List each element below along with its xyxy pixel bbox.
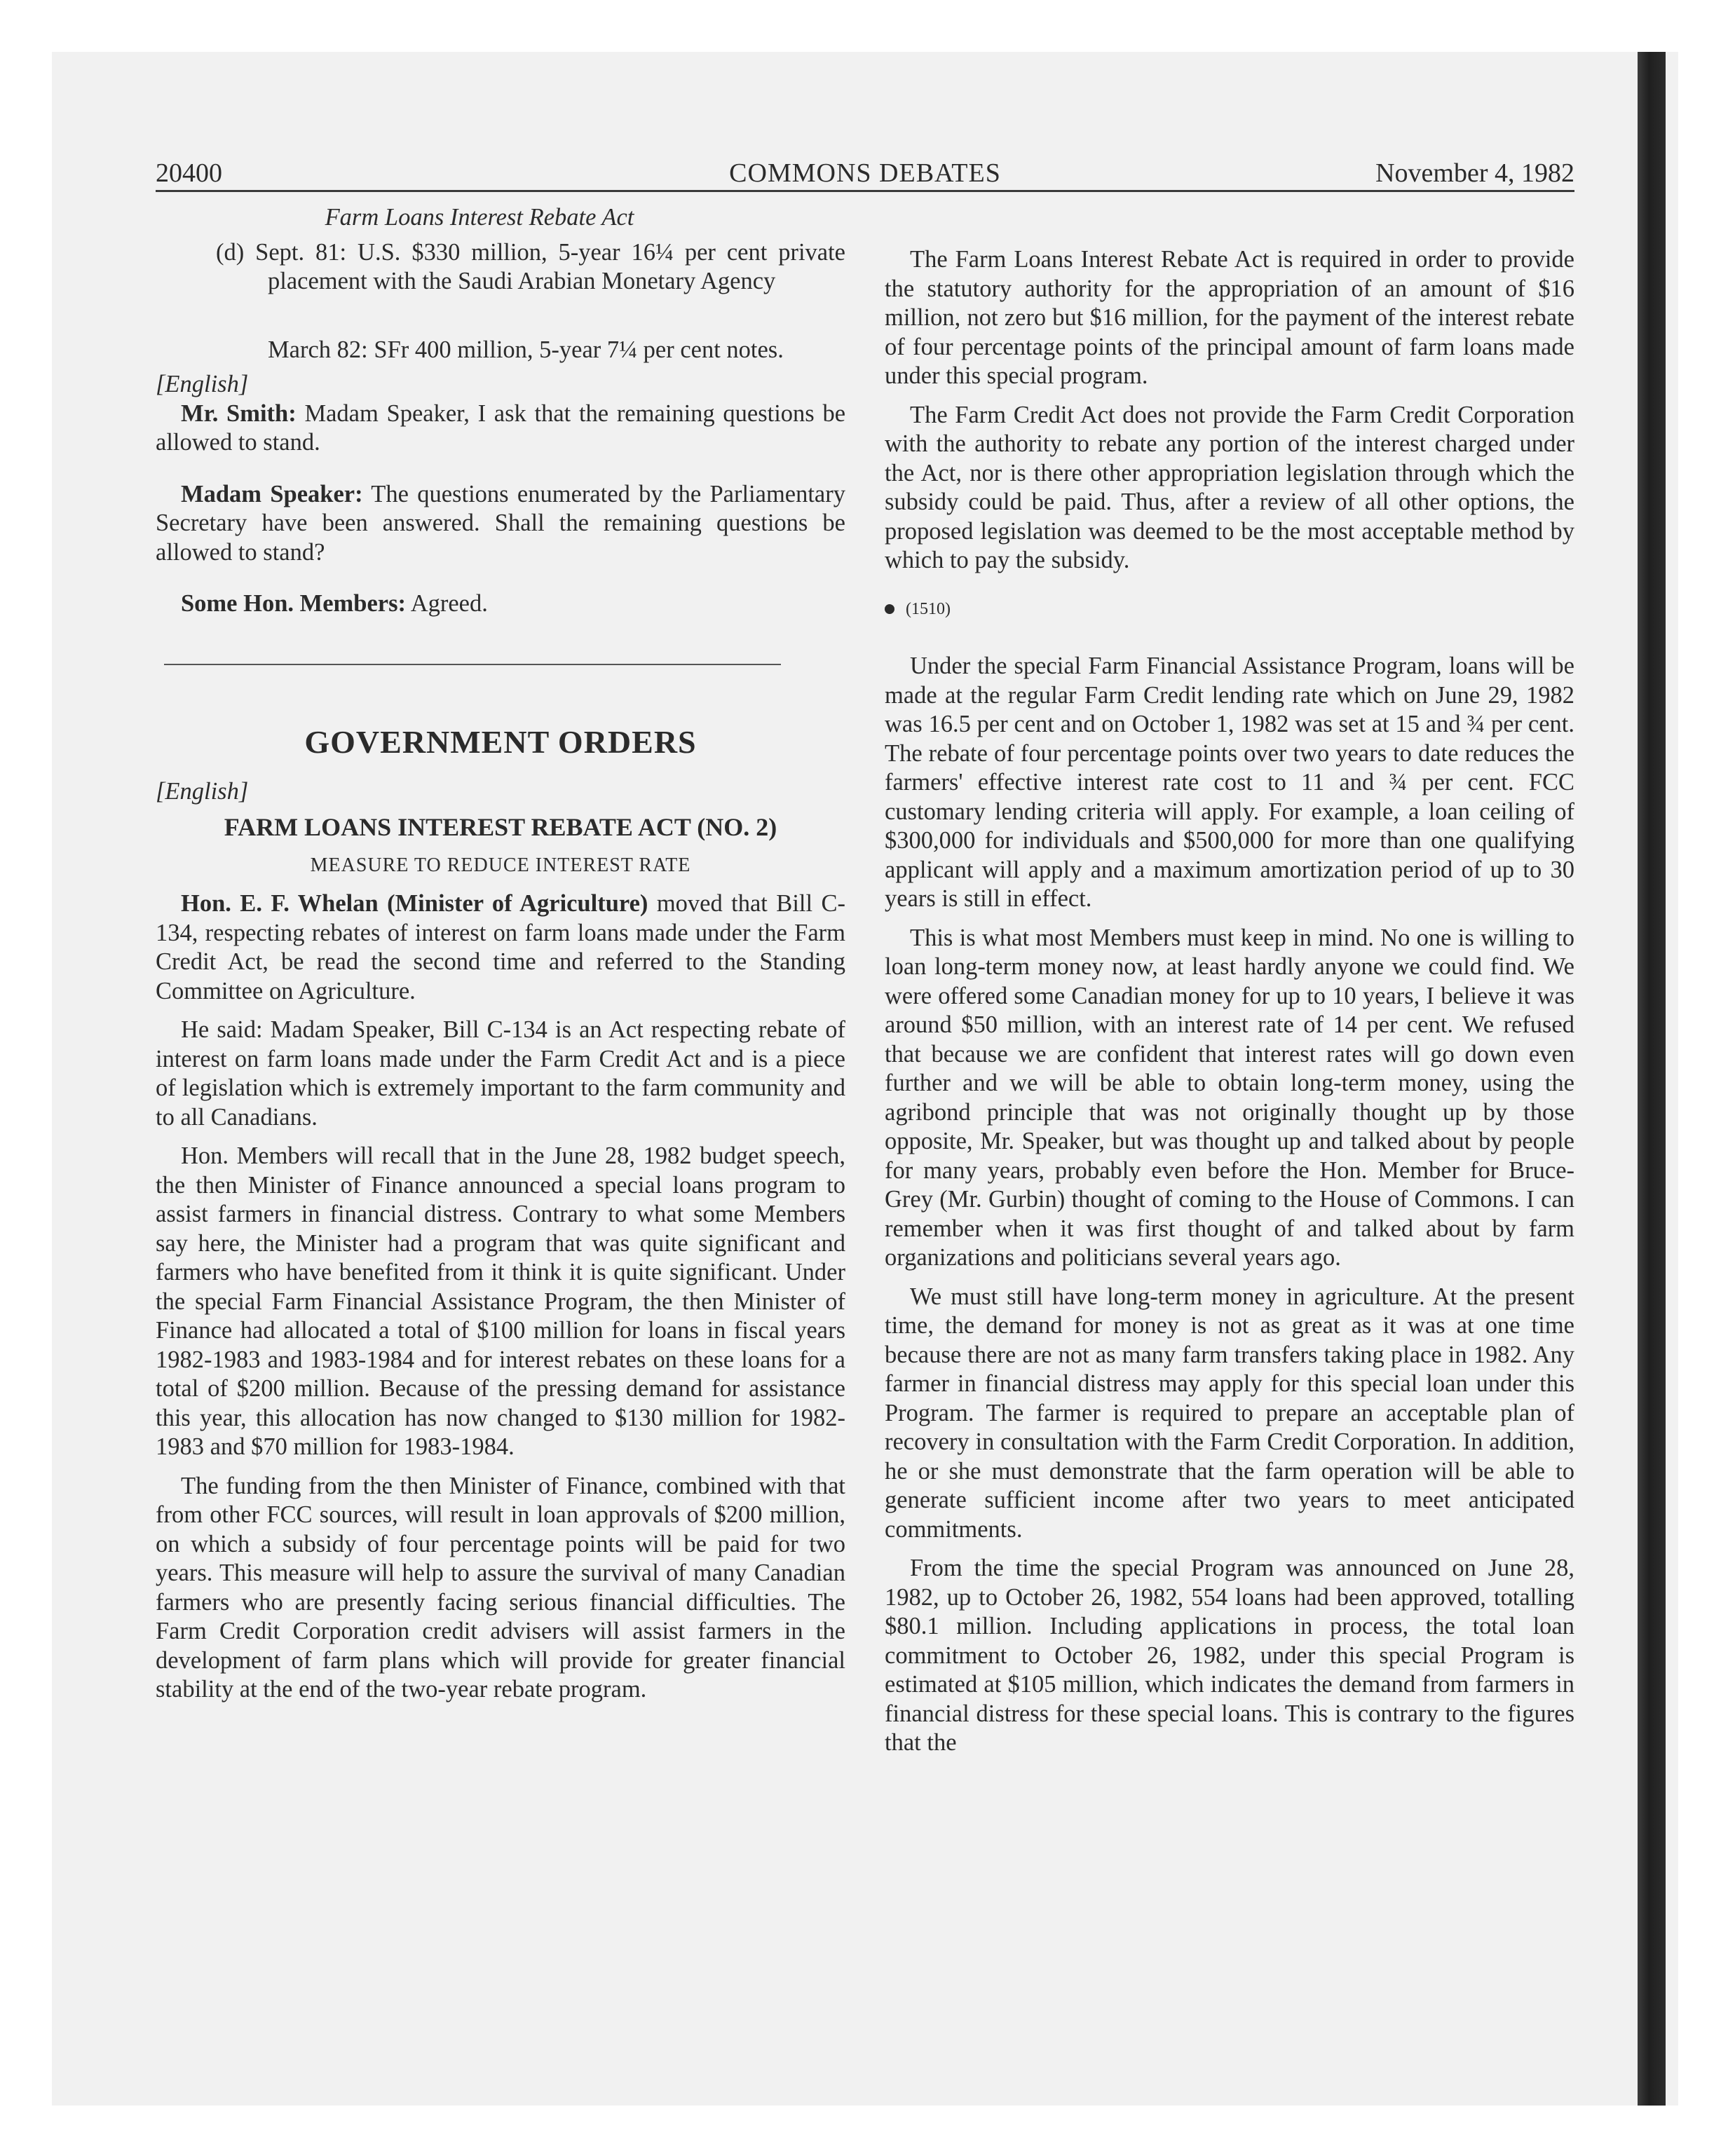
publication-title: COMMONS DEBATES [729, 158, 1001, 188]
bullet-icon [885, 604, 894, 614]
running-title: Farm Loans Interest Rebate Act [325, 204, 634, 231]
left-column [156, 203, 845, 1705]
speech-paragraph [156, 589, 845, 619]
time-stamp: (1510) [906, 599, 951, 618]
speech-paragraph: The Farm Loans Interest Rebate Act is required in order to provide the statutory authority for the appropriation of an amount of $16 million, not zero but $16 million, for the payment of the interest rebate of four percentage points of the principal amount of farm loans made under this special program. [885, 246, 1574, 389]
speech-paragraph: We must still have long-term money in agriculture. At the present time, the demand for money is not as great as it was at one time because there are not as many farm transfers taking place in 1982. Any farmer in financial distress may apply for this special loan under this Program. The farmer is required to prepare an acceptable plan of recovery in consultation with the Farm Credit Corporation. In addition, he or she must demonstrate that the farm operation will be able to generate sufficient income after two years to meet anticipated commitments. [885, 1283, 1574, 1543]
speaker-name: Mr. Smith: [181, 400, 297, 427]
speech-text: Agreed. [405, 590, 488, 617]
language-tag: [English] [156, 371, 249, 397]
speaker-name: Some Hon. Members: [181, 590, 406, 617]
speech-paragraph: This is what most Members must keep in mind. No one is willing to loan long-term money now, at least hardly anyone we could find. We were offered some Canadian money for up to 10 years, I believe it was around $50 million, with an interest rate of 14 per cent. We refused that because we are confident that interest rates will go down even further and we will be able to obtain long-term money, using the agribond principle that was not originally thought up by those opposite, Mr. Speaker, but was thought up and talked about by people for many years, probably even before the Hon. Member for Bruce-Grey (Mr. Gurbin) thought of coming to the House of Commons. I can remember when it was first thought of and talked about by farm organizations and politicians several years ago. [885, 924, 1574, 1271]
speech-paragraph: He said: Madam Speaker, Bill C-134 is an Act respecting rebate of interest on farm loans made under the Farm Credit Act and is a piece of legislation which is extremely important to the farm community and to all Canadians. [156, 1016, 845, 1131]
section-title: GOVERNMENT ORDERS [304, 723, 697, 760]
speech-paragraph: Hon. Members will recall that in the June 28, 1982 budget speech, the then Minister of Finance announced a special loans program to assist farmers in financial distress. Contrary to what some Members say here, the Minister had a program that was quite significant and farmers who have benefited from it think it is quite significant. Under the special Farm Financial Assistance Program, the then Minister of Finance had allocated a total of $100 million for loans in fiscal years 1982-1983 and 1983-1984 and for interest rebates on these loans for a total of $200 million. Because of the pressing demand for assistance this year, this allocation has now changed to $130 million for 1982-1983 and $70 million for 1983-1984. [156, 1142, 845, 1460]
speech-paragraph [156, 480, 845, 568]
list-item-d: (d) Sept. 81: U.S. $330 million, 5-year 16¼ per cent private placement with the Saudi Arabian Monetary Agency [216, 238, 845, 294]
speech-text: Madam Speaker, I ask that the remaining questions be allowed to stand. [156, 400, 846, 456]
speech-paragraph: The funding from the then Minister of Finance, combined with that from other FCC sources, will result in loan approvals of $200 million, on which a subsidy of four percentage points will be paid for two years. This measure will help to assure the survival of many Canadian farmers who are presently facing serious financial difficulties. The Farm Credit Corporation credit advisers will assist farmers in the development of farm plans which will provide for greater financial stability at the end of the two-year rebate program. [156, 1472, 845, 1703]
page-edge-shadow [1638, 52, 1666, 2106]
speech-paragraph [156, 400, 845, 458]
page-header [156, 158, 1574, 190]
right-column [885, 245, 1574, 1758]
speech-text: moved that Bill C-134, respecting rebates of interest on farm loans made under the Farm Credit Act, be read the second time and referred to the Standing Committee on Agriculture. [156, 890, 845, 1004]
speech-paragraph [156, 889, 845, 1006]
section-divider [164, 664, 781, 665]
list-item-d-continuation: March 82: SFr 400 million, 5-year 7¼ per cent notes. [268, 336, 784, 363]
speaker-name: Hon. E. F. Whelan (Minister of Agriculture) [181, 890, 648, 917]
speech-paragraph: Under the special Farm Financial Assistance Program, loans will be made at the regular Farm Credit lending rate which on June 29, 1982 was 16.5 per cent and on October 1, 1982 was set at 15 and ¾ per cent. The rebate of four percentage points over two years to date reduces the farmers' effective interest rate cost to 11 and ¾ per cent. FCC customary lending criteria will apply. For example, a loan ceiling of $300,000 for individuals and $500,000 for more than one qualifying applicant will apply and a maximum amortization period of up to 30 years is still in effect. [885, 653, 1574, 912]
speech-paragraph: The Farm Credit Act does not provide the Farm Credit Corporation with the authority to rebate any portion of the interest charged under the Act, nor is there other appropriation legislation through which the subsidy could be paid. Thus, after a review of all other options, the proposed legislation was deemed to be the most acceptable method by which to pay the subsidy. [885, 401, 1574, 573]
time-marker [885, 595, 1574, 625]
publication-date: November 4, 1982 [1375, 158, 1574, 188]
speech-paragraph: From the time the special Program was announced on June 28, 1982, up to October 26, 1982, 554 loans had been approved, totalling $80.1 million. Including applications in process, the total loan commitment to October 26, 1982, under this special Program is estimated at $105 million, which indicates the demand from farmers in financial distress for these special loans. This is contrary to the figures that the [885, 1555, 1574, 1756]
speaker-name: Madam Speaker: [181, 480, 363, 507]
page-number: 20400 [156, 158, 222, 188]
bill-subtitle: MEASURE TO REDUCE INTEREST RATE [310, 854, 691, 876]
speech-text: The questions enumerated by the Parliamentary Secretary have been answered. Shall the remaining questions be allowed to stand? [156, 480, 845, 566]
header-rule [156, 190, 1574, 192]
bill-title: FARM LOANS INTEREST REBATE ACT (NO. 2) [224, 813, 777, 841]
language-tag: [English] [156, 777, 249, 805]
